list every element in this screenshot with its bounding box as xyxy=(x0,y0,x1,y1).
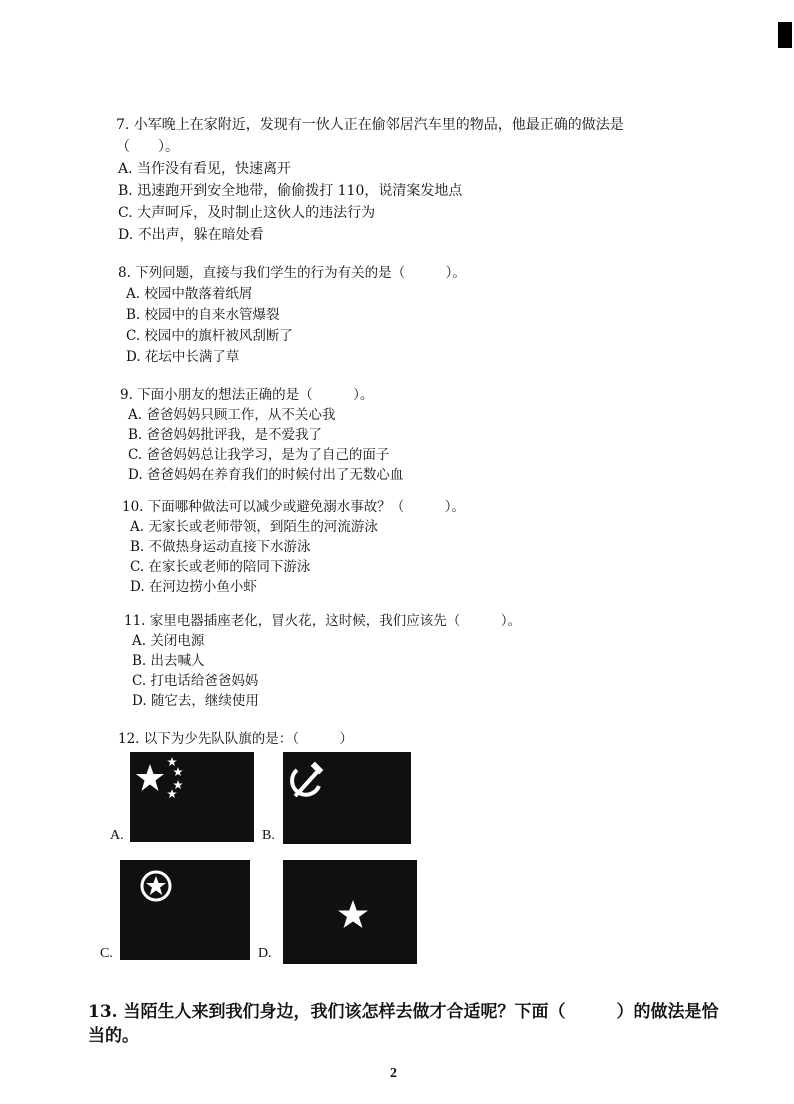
option-c: C. 校园中的旗杆被风刮断了 xyxy=(126,328,293,344)
option-d: D. 在河边捞小鱼小虾 xyxy=(130,579,257,595)
flag-label-d: D. xyxy=(258,946,272,961)
option-b: B. 校园中的自来水管爆裂 xyxy=(126,307,280,323)
flag-option-c xyxy=(120,860,250,960)
option-d: D. 爸爸妈妈在养育我们的时候付出了无数心血 xyxy=(128,467,404,483)
question-stem: 10. 下面哪种做法可以减少或避免溺水事故？（ ）。 xyxy=(122,499,466,515)
star-in-circle-icon xyxy=(120,860,250,960)
option-b: B. 不做热身运动直接下水游泳 xyxy=(130,539,311,555)
option-a: A. 当作没有看见，快速离开 xyxy=(118,161,292,177)
corner-registration-mark xyxy=(778,22,792,48)
flag-label-c: C. xyxy=(100,946,113,961)
flag-option-d xyxy=(283,860,417,964)
question-stem: 11. 家里电器插座老化，冒火花，这时候，我们应该先（ ）。 xyxy=(124,613,522,629)
option-a: A. 爸爸妈妈只顾工作，从不关心我 xyxy=(128,407,336,423)
question-8 xyxy=(118,263,466,368)
question-12 xyxy=(118,729,353,749)
option-d: D. 不出声，躲在暗处看 xyxy=(118,227,264,243)
question-stem: 8. 下列问题，直接与我们学生的行为有关的是（ ）。 xyxy=(118,265,466,281)
option-c: C. 大声呵斥，及时制止这伙人的违法行为 xyxy=(118,205,376,221)
question-9 xyxy=(120,385,403,485)
question-stem: 13. 当陌生人来到我们身边，我们该怎样去做才合适呢？下面（ ）的做法是恰 xyxy=(88,1002,719,1022)
option-d: D. 随它去，继续使用 xyxy=(132,693,259,709)
flag-option-a xyxy=(130,752,254,842)
question-stem: 7. 小军晚上在家附近，发现有一伙人正在偷邻居汽车里的物品，他最正确的做法是 xyxy=(116,117,624,133)
question-stem: 12. 以下为少先队队旗的是：（ ） xyxy=(118,731,354,747)
option-a: A. 校园中散落着纸屑 xyxy=(126,286,253,302)
option-c: C. 爸爸妈妈总让我学习，是为了自己的面子 xyxy=(128,447,390,463)
option-c: C. 打电话给爸爸妈妈 xyxy=(132,673,259,689)
page-number: 2 xyxy=(390,1066,397,1081)
flag-option-b xyxy=(283,752,411,844)
option-b: B. 出去喊人 xyxy=(132,653,205,669)
question-11 xyxy=(124,611,521,711)
option-b: B. 迅速跑开到安全地带，偷偷拨打 110，说清案发地点 xyxy=(118,183,463,199)
option-a: A. 无家长或老师带领，到陌生的河流游泳 xyxy=(130,519,378,535)
question-stem-continued: 当的。 xyxy=(88,1026,139,1046)
question-7 xyxy=(116,114,624,246)
option-a: A. 关闭电源 xyxy=(132,633,205,649)
flag-label-b: B. xyxy=(262,828,275,843)
single-star-icon xyxy=(283,860,417,964)
five-star-flag-icon xyxy=(130,752,254,842)
question-stem: 9. 下面小朋友的想法正确的是（ ）。 xyxy=(120,387,374,403)
question-13 xyxy=(88,1000,738,1048)
option-c: C. 在家长或老师的陪同下游泳 xyxy=(130,559,311,575)
flag-label-a: A. xyxy=(110,828,124,843)
option-d: D. 花坛中长满了草 xyxy=(126,349,240,365)
hammer-sickle-icon xyxy=(283,752,411,844)
answer-blank: （ ）。 xyxy=(116,139,179,155)
option-b: B. 爸爸妈妈批评我，是不爱我了 xyxy=(128,427,323,443)
question-10 xyxy=(122,497,465,597)
